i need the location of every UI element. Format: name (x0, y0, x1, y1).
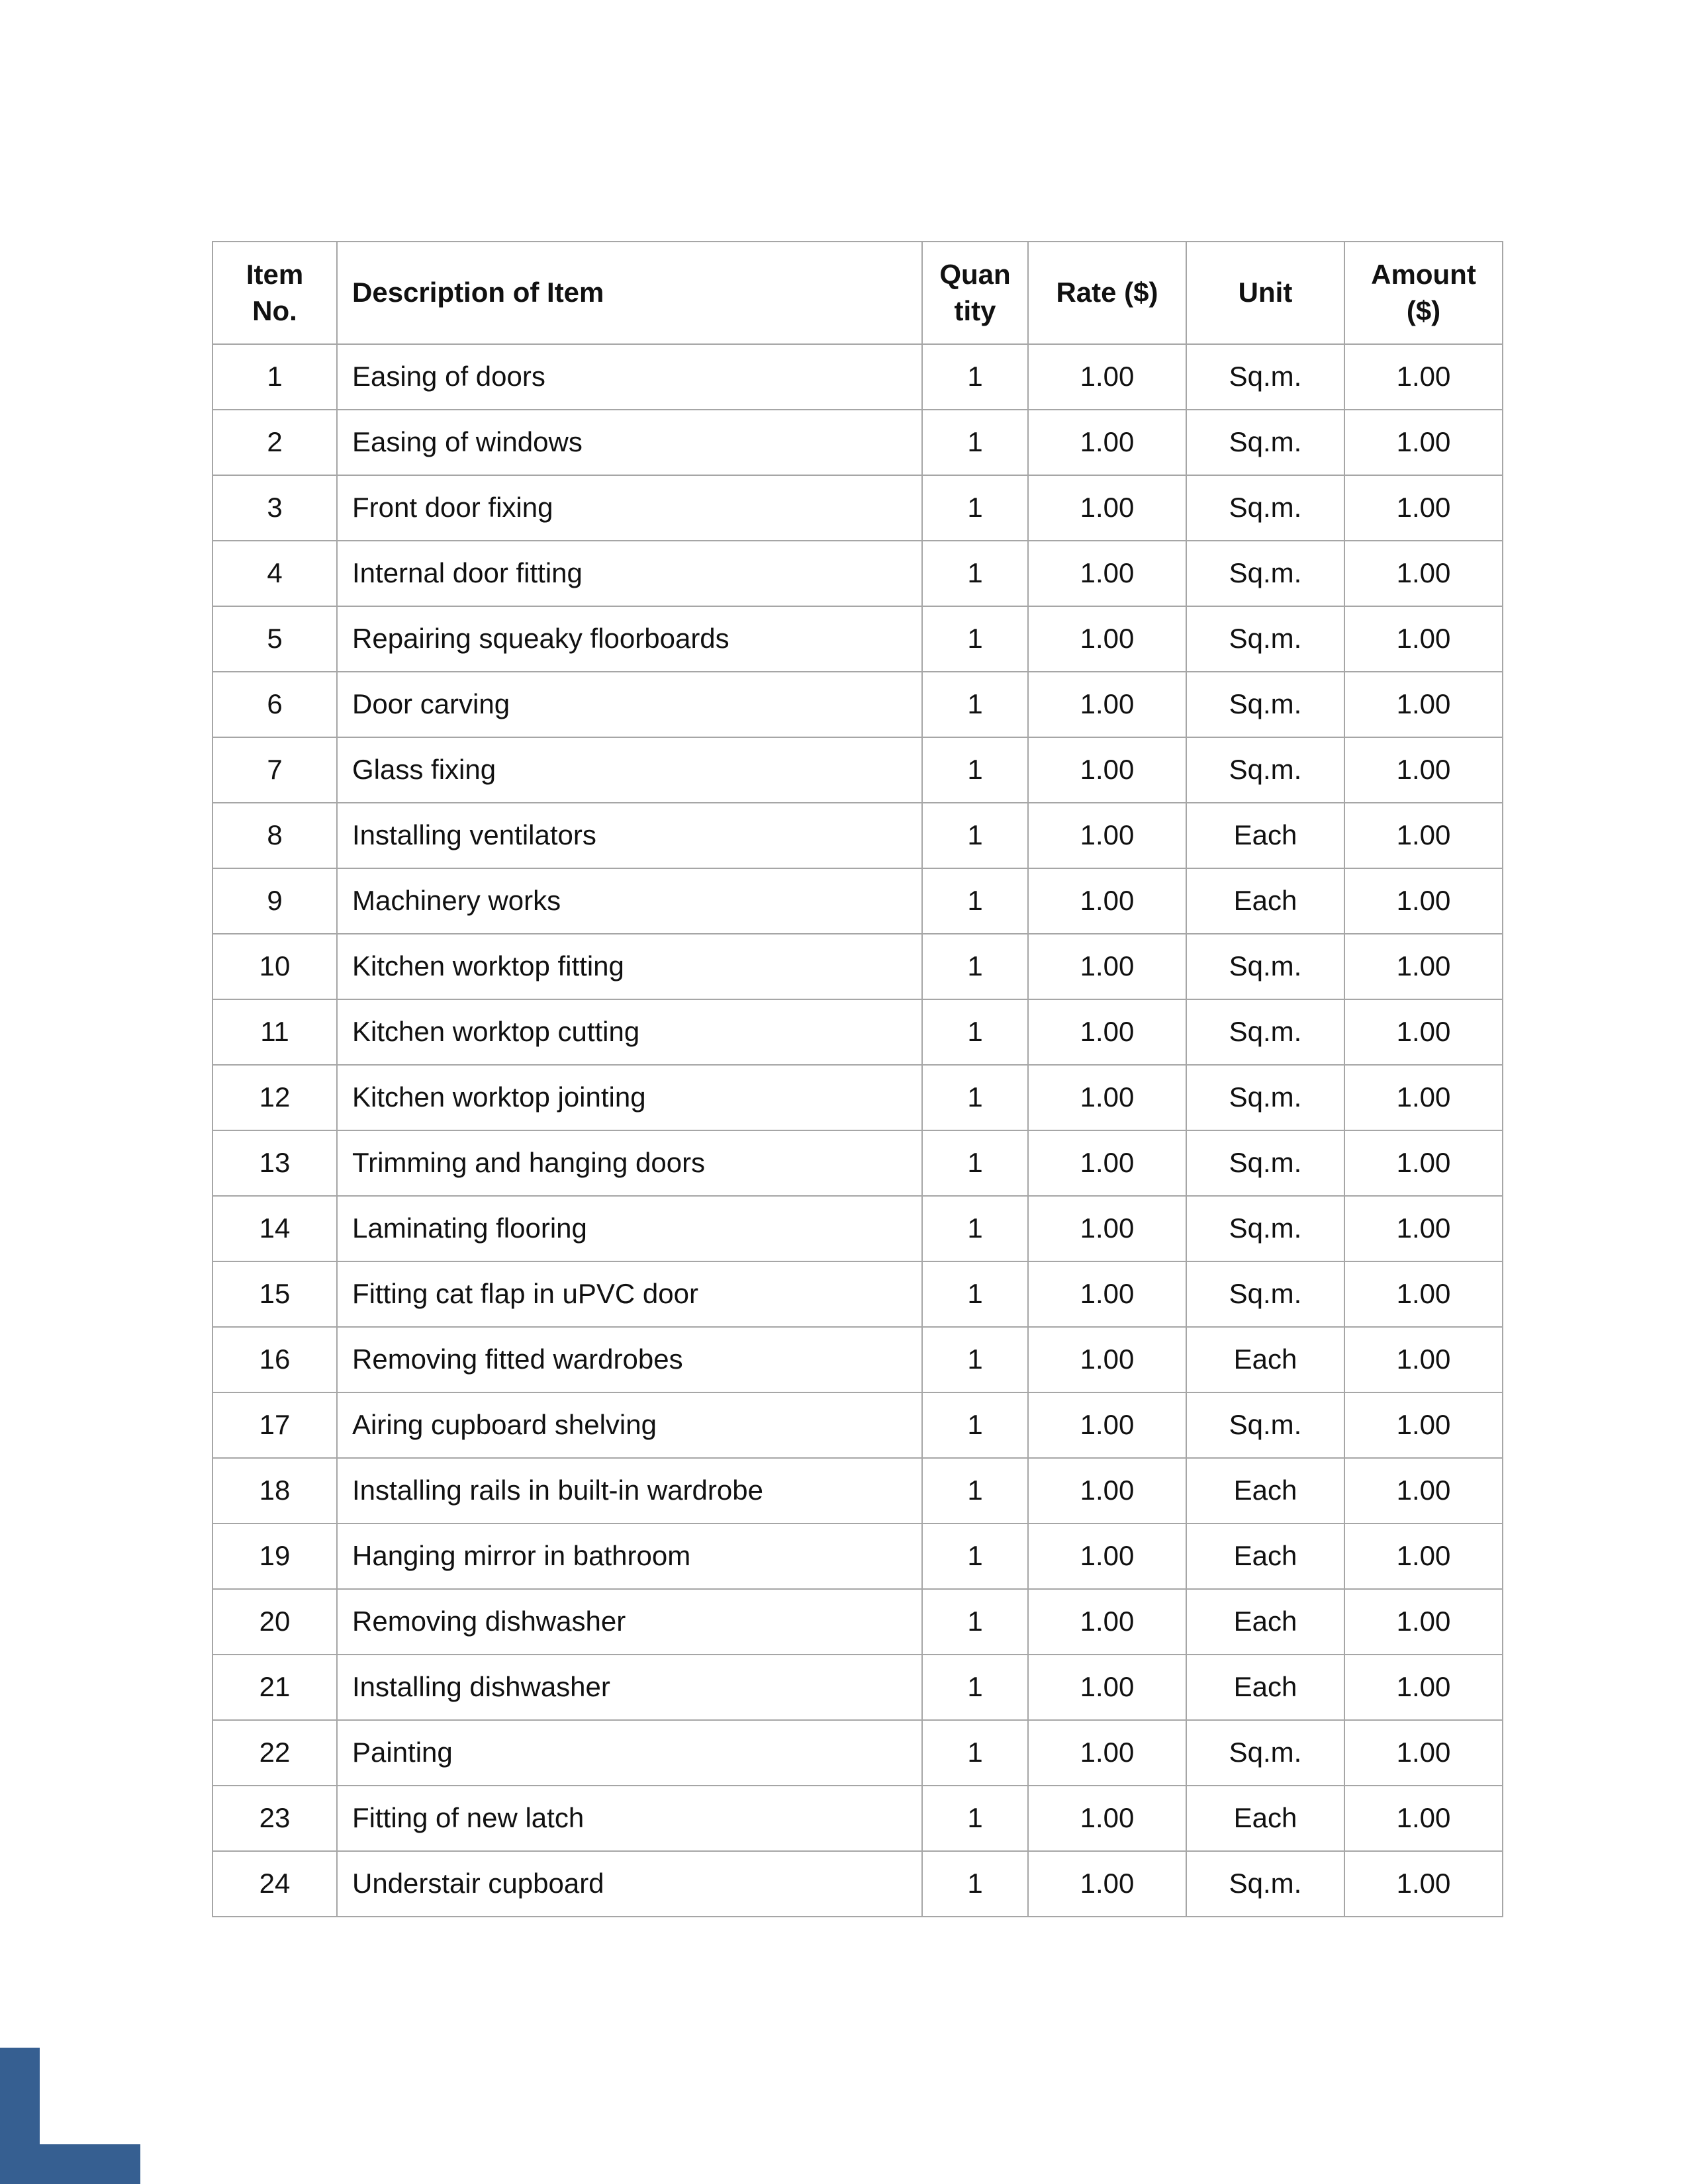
amount-cell: 1.00 (1344, 1524, 1503, 1589)
item-no-cell: 18 (212, 1458, 337, 1524)
amount-cell: 1.00 (1344, 1392, 1503, 1458)
description-cell: Fitting cat flap in uPVC door (337, 1261, 922, 1327)
unit-cell: Sq.m. (1186, 1130, 1344, 1196)
item-no-cell: 21 (212, 1655, 337, 1720)
table-row (212, 1655, 1503, 1720)
rate-cell: 1.00 (1028, 1261, 1186, 1327)
amount-cell: 1.00 (1344, 999, 1503, 1065)
description-cell: Easing of windows (337, 410, 922, 475)
quantity-cell: 1 (922, 1851, 1028, 1917)
table-row (212, 1851, 1503, 1917)
table-row (212, 344, 1503, 410)
quantity-cell: 1 (922, 1589, 1028, 1655)
rate-cell: 1.00 (1028, 344, 1186, 410)
table-row (212, 1065, 1503, 1130)
unit-cell: Each (1186, 803, 1344, 868)
description-cell: Laminating flooring (337, 1196, 922, 1261)
description-cell: Kitchen worktop cutting (337, 999, 922, 1065)
unit-cell: Sq.m. (1186, 541, 1344, 606)
unit-cell: Each (1186, 1786, 1344, 1851)
header-item-no-line-1: Item (246, 258, 304, 290)
quantity-cell: 1 (922, 803, 1028, 868)
description-cell: Kitchen worktop jointing (337, 1065, 922, 1130)
rate-cell: 1.00 (1028, 737, 1186, 803)
rate-cell: 1.00 (1028, 1589, 1186, 1655)
rate-cell: 1.00 (1028, 1130, 1186, 1196)
description-cell: Internal door fitting (337, 541, 922, 606)
description-cell: Easing of doors (337, 344, 922, 410)
table-row (212, 606, 1503, 672)
amount-cell: 1.00 (1344, 1065, 1503, 1130)
quantity-cell: 1 (922, 1655, 1028, 1720)
amount-cell: 1.00 (1344, 1851, 1503, 1917)
description-cell: Repairing squeaky floorboards (337, 606, 922, 672)
quantity-cell: 1 (922, 737, 1028, 803)
table-row (212, 672, 1503, 737)
item-no-cell: 10 (212, 934, 337, 999)
unit-cell: Sq.m. (1186, 672, 1344, 737)
rate-cell: 1.00 (1028, 1327, 1186, 1392)
quantity-cell: 1 (922, 410, 1028, 475)
unit-cell: Each (1186, 1655, 1344, 1720)
table-row (212, 1524, 1503, 1589)
item-no-cell: 12 (212, 1065, 337, 1130)
amount-cell: 1.00 (1344, 672, 1503, 737)
header-item-no-line-2: No. (252, 295, 297, 326)
amount-cell: 1.00 (1344, 606, 1503, 672)
table-row (212, 868, 1503, 934)
table-row (212, 999, 1503, 1065)
description-cell: Airing cupboard shelving (337, 1392, 922, 1458)
amount-cell: 1.00 (1344, 475, 1503, 541)
unit-cell: Sq.m. (1186, 475, 1344, 541)
quantity-cell: 1 (922, 1524, 1028, 1589)
table-row (212, 1589, 1503, 1655)
unit-cell: Sq.m. (1186, 1196, 1344, 1261)
rate-cell: 1.00 (1028, 410, 1186, 475)
unit-cell: Sq.m. (1186, 934, 1344, 999)
unit-cell: Each (1186, 1589, 1344, 1655)
rate-cell: 1.00 (1028, 934, 1186, 999)
description-cell: Installing rails in built-in wardrobe (337, 1458, 922, 1524)
table-row (212, 737, 1503, 803)
rate-cell: 1.00 (1028, 803, 1186, 868)
rate-cell: 1.00 (1028, 1720, 1186, 1786)
quantity-cell: 1 (922, 1261, 1028, 1327)
rate-cell: 1.00 (1028, 868, 1186, 934)
amount-cell: 1.00 (1344, 803, 1503, 868)
rate-cell: 1.00 (1028, 1458, 1186, 1524)
header-quantity (922, 242, 1028, 344)
table-row (212, 1392, 1503, 1458)
description-cell: Understair cupboard (337, 1851, 922, 1917)
table-row (212, 1786, 1503, 1851)
quantity-cell: 1 (922, 344, 1028, 410)
table-row (212, 1327, 1503, 1392)
quantity-cell: 1 (922, 1196, 1028, 1261)
amount-cell: 1.00 (1344, 1786, 1503, 1851)
table-row (212, 803, 1503, 868)
unit-cell: Sq.m. (1186, 737, 1344, 803)
item-no-cell: 7 (212, 737, 337, 803)
item-no-cell: 9 (212, 868, 337, 934)
description-cell: Glass fixing (337, 737, 922, 803)
table-row (212, 1720, 1503, 1786)
quantity-cell: 1 (922, 606, 1028, 672)
item-no-cell: 15 (212, 1261, 337, 1327)
header-item-no (212, 242, 337, 344)
quantity-cell: 1 (922, 1130, 1028, 1196)
quantity-cell: 1 (922, 1065, 1028, 1130)
header-amount-line-1: Amount (1371, 258, 1476, 290)
unit-cell: Sq.m. (1186, 1392, 1344, 1458)
amount-cell: 1.00 (1344, 934, 1503, 999)
amount-cell: 1.00 (1344, 1720, 1503, 1786)
amount-cell: 1.00 (1344, 1130, 1503, 1196)
amount-cell: 1.00 (1344, 737, 1503, 803)
description-cell: Machinery works (337, 868, 922, 934)
item-no-cell: 13 (212, 1130, 337, 1196)
unit-cell: Sq.m. (1186, 410, 1344, 475)
header-row (212, 242, 1503, 344)
amount-cell: 1.00 (1344, 1327, 1503, 1392)
quantity-cell: 1 (922, 475, 1028, 541)
header-amount-line-2: ($) (1406, 295, 1441, 326)
item-no-cell: 6 (212, 672, 337, 737)
amount-cell: 1.00 (1344, 410, 1503, 475)
rate-cell: 1.00 (1028, 606, 1186, 672)
unit-cell: Sq.m. (1186, 606, 1344, 672)
item-no-cell: 19 (212, 1524, 337, 1589)
rate-cell: 1.00 (1028, 672, 1186, 737)
rate-cell: 1.00 (1028, 1392, 1186, 1458)
bill-of-quantities-table (212, 241, 1503, 1917)
header-amount (1344, 242, 1503, 344)
rate-cell: 1.00 (1028, 1065, 1186, 1130)
description-cell: Painting (337, 1720, 922, 1786)
amount-cell: 1.00 (1344, 1196, 1503, 1261)
rate-cell: 1.00 (1028, 1196, 1186, 1261)
table-row (212, 1261, 1503, 1327)
unit-cell: Each (1186, 1524, 1344, 1589)
item-no-cell: 11 (212, 999, 337, 1065)
quantity-cell: 1 (922, 1327, 1028, 1392)
unit-cell: Sq.m. (1186, 1065, 1344, 1130)
item-no-cell: 3 (212, 475, 337, 541)
quantity-cell: 1 (922, 672, 1028, 737)
table-row (212, 1196, 1503, 1261)
description-cell: Kitchen worktop fitting (337, 934, 922, 999)
quantity-cell: 1 (922, 999, 1028, 1065)
table-row (212, 541, 1503, 606)
amount-cell: 1.00 (1344, 1655, 1503, 1720)
corner-accent-bar-horizontal (0, 2144, 140, 2184)
quantity-cell: 1 (922, 1392, 1028, 1458)
header-quantity-line-2: tity (954, 295, 996, 326)
description-cell: Removing fitted wardrobes (337, 1327, 922, 1392)
item-no-cell: 17 (212, 1392, 337, 1458)
item-no-cell: 5 (212, 606, 337, 672)
header-unit: Unit (1186, 242, 1344, 344)
quantity-cell: 1 (922, 1720, 1028, 1786)
quantity-cell: 1 (922, 541, 1028, 606)
description-cell: Trimming and hanging doors (337, 1130, 922, 1196)
table-row (212, 475, 1503, 541)
item-no-cell: 2 (212, 410, 337, 475)
rate-cell: 1.00 (1028, 1655, 1186, 1720)
quantity-cell: 1 (922, 934, 1028, 999)
quantity-cell: 1 (922, 1786, 1028, 1851)
item-no-cell: 23 (212, 1786, 337, 1851)
description-cell: Installing dishwasher (337, 1655, 922, 1720)
quantity-cell: 1 (922, 868, 1028, 934)
description-cell: Front door fixing (337, 475, 922, 541)
unit-cell: Sq.m. (1186, 1720, 1344, 1786)
amount-cell: 1.00 (1344, 1458, 1503, 1524)
quantity-cell: 1 (922, 1458, 1028, 1524)
rate-cell: 1.00 (1028, 999, 1186, 1065)
amount-cell: 1.00 (1344, 1261, 1503, 1327)
unit-cell: Each (1186, 1327, 1344, 1392)
amount-cell: 1.00 (1344, 541, 1503, 606)
rate-cell: 1.00 (1028, 1786, 1186, 1851)
amount-cell: 1.00 (1344, 1589, 1503, 1655)
unit-cell: Each (1186, 868, 1344, 934)
item-no-cell: 1 (212, 344, 337, 410)
header-description: Description of Item (337, 242, 922, 344)
table-header (212, 242, 1503, 344)
rate-cell: 1.00 (1028, 1851, 1186, 1917)
description-cell: Installing ventilators (337, 803, 922, 868)
rate-cell: 1.00 (1028, 541, 1186, 606)
description-cell: Fitting of new latch (337, 1786, 922, 1851)
item-no-cell: 22 (212, 1720, 337, 1786)
amount-cell: 1.00 (1344, 344, 1503, 410)
item-no-cell: 8 (212, 803, 337, 868)
description-cell: Door carving (337, 672, 922, 737)
header-rate: Rate ($) (1028, 242, 1186, 344)
item-no-cell: 4 (212, 541, 337, 606)
item-no-cell: 16 (212, 1327, 337, 1392)
amount-cell: 1.00 (1344, 868, 1503, 934)
description-cell: Removing dishwasher (337, 1589, 922, 1655)
item-no-cell: 20 (212, 1589, 337, 1655)
item-no-cell: 24 (212, 1851, 337, 1917)
unit-cell: Sq.m. (1186, 344, 1344, 410)
table-row (212, 934, 1503, 999)
item-no-cell: 14 (212, 1196, 337, 1261)
rate-cell: 1.00 (1028, 1524, 1186, 1589)
table-row (212, 1458, 1503, 1524)
rate-cell: 1.00 (1028, 475, 1186, 541)
header-quantity-line-1: Quan (939, 258, 1011, 290)
table-row (212, 410, 1503, 475)
unit-cell: Each (1186, 1458, 1344, 1524)
description-cell: Hanging mirror in bathroom (337, 1524, 922, 1589)
unit-cell: Sq.m. (1186, 1851, 1344, 1917)
table-body (212, 344, 1503, 1917)
unit-cell: Sq.m. (1186, 1261, 1344, 1327)
unit-cell: Sq.m. (1186, 999, 1344, 1065)
table-row (212, 1130, 1503, 1196)
